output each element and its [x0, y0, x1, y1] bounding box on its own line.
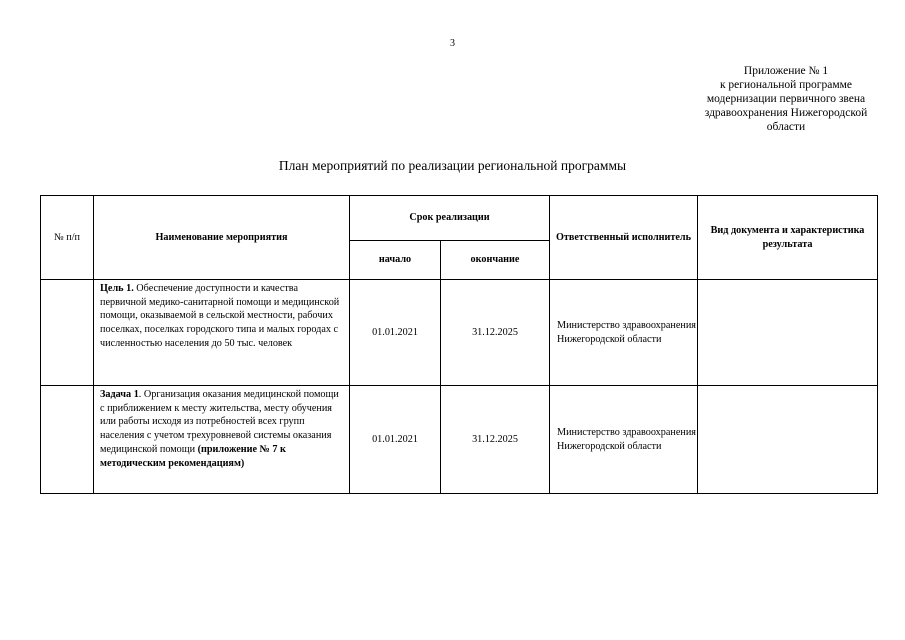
- row-result: [698, 386, 878, 494]
- appendix-line: области: [766, 121, 806, 133]
- appendix-line: Приложение № 1: [743, 65, 829, 77]
- header-start: начало: [350, 241, 441, 280]
- header-executor: Ответственный исполнитель: [550, 196, 698, 280]
- header-result: Вид документа и характеристика результата: [698, 196, 878, 280]
- appendix-caption: [686, 64, 886, 134]
- row-text: . Организация оказания медицинской помощи с приближением к месту жительства, месту обучения или работы исходя из потребностей всех групп населения с учетом трехуровневой системы оказания медицинской помощи: [100, 389, 339, 455]
- table-row: [41, 386, 878, 494]
- header-period: Срок реализации: [350, 196, 550, 241]
- plan-title: План мероприятий по реализации региональной программы: [278, 158, 627, 173]
- appendix-line: модернизации первичного звена: [706, 93, 866, 105]
- row-number: [41, 386, 94, 494]
- row-end-date: 31.12.2025: [441, 280, 550, 386]
- row-end-date: 31.12.2025: [441, 386, 550, 494]
- row-number: [41, 280, 94, 386]
- header-name: Наименование мероприятия: [94, 196, 350, 280]
- row-result: [698, 280, 878, 386]
- header-end: окончание: [441, 241, 550, 280]
- appendix-line: к региональной программе: [719, 79, 853, 91]
- row-activity: [94, 386, 350, 494]
- row-label: Цель 1.: [100, 283, 134, 294]
- row-label: Задача 1: [100, 389, 139, 400]
- row-start-date: 01.01.2021: [350, 386, 441, 494]
- row-executor: Министерство здравоохранения Нижегородской области: [550, 386, 698, 494]
- row-executor: Министерство здравоохранения Нижегородской области: [550, 280, 698, 386]
- row-text: Обеспечение доступности и качества первичной медико-санитарной помощи и медицинской помощи, оказываемой в сельской местности, рабочих поселках, поселках городского типа и малых городах с численностью населения до 50 тыс. человек: [100, 283, 340, 349]
- page-number: 3: [450, 38, 455, 49]
- header-number: № п/п: [41, 196, 94, 280]
- row-start-date: 01.01.2021: [350, 280, 441, 386]
- plan-table: [40, 195, 878, 494]
- row-activity: [94, 280, 350, 386]
- table-header-row: [41, 196, 878, 241]
- row-bold-suffix: (приложение № 7 к методическим рекомендациям): [100, 443, 286, 469]
- table-row: [41, 280, 878, 386]
- appendix-line: здравоохранения Нижегородской: [704, 107, 868, 119]
